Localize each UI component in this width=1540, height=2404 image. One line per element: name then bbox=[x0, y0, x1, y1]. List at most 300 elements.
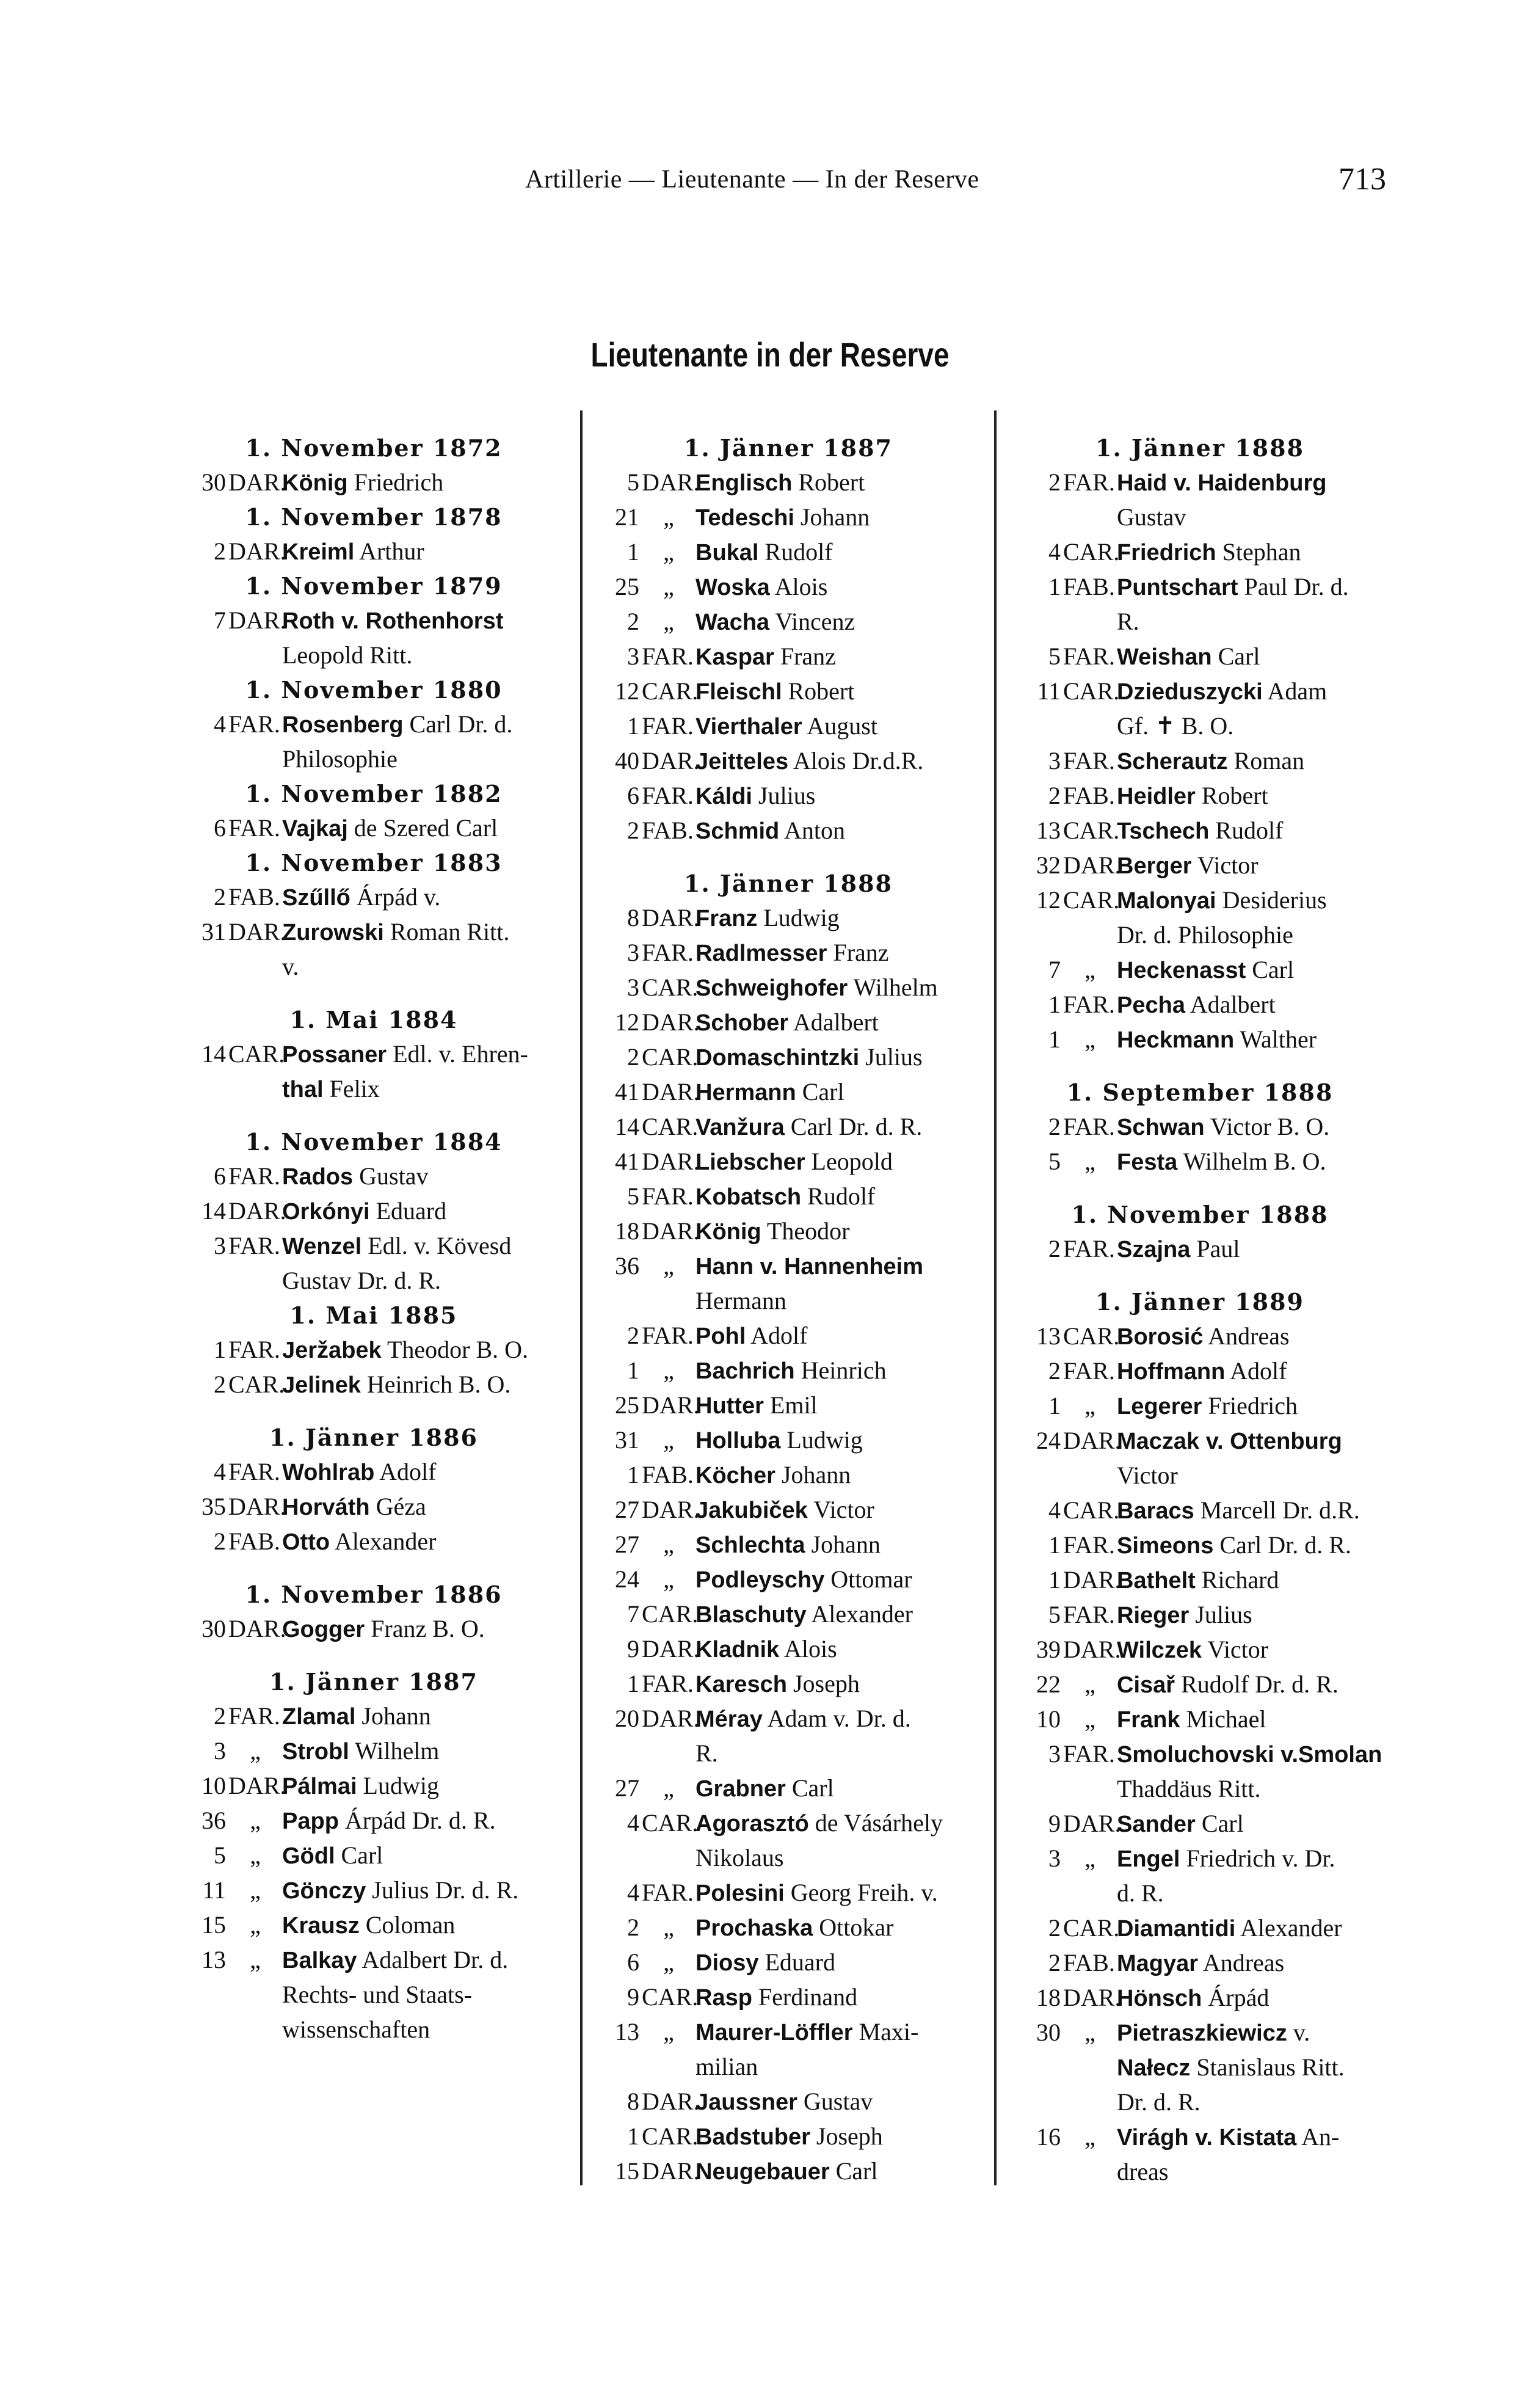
regiment-number: 2 bbox=[1048, 468, 1061, 496]
officer-name bbox=[1117, 1981, 1389, 2016]
officer-entry bbox=[589, 1388, 987, 1423]
officer-name bbox=[696, 1110, 987, 1145]
given-name-and-title: Franz B. O. bbox=[371, 1615, 485, 1642]
page-header bbox=[0, 162, 1540, 208]
regiment-number: 21 bbox=[615, 503, 639, 531]
given-name-and-title: Johann bbox=[361, 1702, 431, 1730]
officer-name bbox=[696, 1702, 987, 1736]
officer-name bbox=[696, 535, 987, 570]
regiment-number: 11 bbox=[1037, 677, 1061, 705]
given-name-and-title: Victor bbox=[1207, 1636, 1269, 1663]
officer-entry bbox=[589, 535, 987, 570]
officer-name bbox=[282, 1524, 572, 1559]
regiment-number: 2 bbox=[627, 1322, 639, 1349]
given-name-and-title: Dr. d. Philosophie bbox=[1117, 921, 1293, 949]
given-name-and-title: An- bbox=[1301, 2123, 1340, 2151]
given-name-and-title: Carl bbox=[802, 1078, 844, 1105]
regiment-number: 1 bbox=[627, 538, 639, 566]
officer-name bbox=[282, 811, 572, 846]
regiment-type: DAR. bbox=[642, 747, 700, 774]
regiment-type: FAR. bbox=[642, 1182, 694, 1210]
regiment-type: FAB. bbox=[642, 817, 694, 844]
regiment-number: 4 bbox=[627, 1809, 639, 1837]
officer-entry bbox=[589, 1423, 987, 1458]
officer-name bbox=[282, 534, 572, 569]
officer-entry bbox=[176, 2012, 572, 2047]
surname: Franz bbox=[696, 906, 758, 931]
officer-entry bbox=[1011, 1876, 1389, 1911]
promotion-date-heading: 1. Jänner 1888 bbox=[1095, 434, 1304, 462]
regiment-number: 2 bbox=[214, 537, 226, 565]
officer-name bbox=[696, 1632, 987, 1667]
regiment-number: 25 bbox=[615, 1391, 639, 1419]
surname: Káldi bbox=[696, 784, 752, 809]
surname: thal bbox=[282, 1077, 324, 1102]
given-name-and-title: Carl Dr. d. R. bbox=[1219, 1531, 1351, 1559]
regiment-number: 6 bbox=[627, 782, 639, 809]
regiment-type: DAR. bbox=[642, 1705, 700, 1732]
given-name-and-title: Heinrich B. O. bbox=[366, 1371, 511, 1398]
regiment-type: FAB. bbox=[228, 883, 280, 911]
officer-name bbox=[1117, 744, 1389, 779]
given-name-and-title: Edl. v. Ehren- bbox=[393, 1040, 528, 1068]
given-name-and-title: Eduard bbox=[765, 1948, 835, 1976]
regiment-number bbox=[1011, 1876, 1061, 1911]
regiment-type bbox=[1061, 1459, 1117, 1493]
regiment-type: DAR. bbox=[642, 1391, 700, 1419]
regiment-number: 41 bbox=[615, 1078, 639, 1105]
surname: Grabner bbox=[696, 1776, 786, 1802]
regiment-type: CAR. bbox=[1063, 886, 1120, 914]
surname: Nałecz bbox=[1117, 2055, 1191, 2081]
officer-name bbox=[696, 1736, 987, 1771]
given-name-and-title: Desiderius bbox=[1222, 886, 1327, 914]
officer-entry bbox=[589, 2015, 987, 2050]
promotion-date-heading: 1. Mai 1884 bbox=[289, 1006, 458, 1033]
regiment-number: 2 bbox=[214, 1702, 226, 1730]
officer-name bbox=[1117, 1145, 1389, 1179]
regiment-type bbox=[226, 638, 282, 673]
surname: Tedeschi bbox=[696, 505, 794, 531]
given-name-and-title: Ludwig bbox=[763, 904, 840, 931]
given-name-and-title: Gustav bbox=[359, 1162, 429, 1190]
regiment-type bbox=[1061, 1772, 1117, 1807]
officer-entry bbox=[176, 1229, 572, 1264]
regiment-type bbox=[639, 2050, 696, 2085]
officer-name bbox=[1117, 535, 1389, 570]
officer-name bbox=[1117, 465, 1389, 500]
officer-name bbox=[1117, 1737, 1389, 1772]
promotion-date-heading: 1. Jänner 1888 bbox=[684, 870, 893, 897]
surname: Horváth bbox=[282, 1495, 370, 1520]
officer-name bbox=[282, 1490, 572, 1524]
surname: Festa bbox=[1117, 1149, 1178, 1175]
regiment-number: 36 bbox=[202, 1807, 226, 1834]
given-name-and-title: Carl bbox=[341, 1841, 383, 1869]
regiment-type: DAR. bbox=[1063, 1984, 1121, 2011]
officer-name bbox=[1117, 1702, 1389, 1737]
surname: Schwan bbox=[1117, 1115, 1205, 1140]
officer-name bbox=[282, 1838, 572, 1873]
column-rule bbox=[580, 410, 583, 2185]
given-name-and-title: Johann bbox=[781, 1461, 851, 1488]
officer-name bbox=[1117, 1563, 1389, 1598]
regiment-type: FAR. bbox=[1063, 468, 1115, 496]
officer-entry bbox=[1011, 1841, 1389, 1876]
surname: Prochaska bbox=[696, 1915, 813, 1941]
regiment-type: „ bbox=[1084, 1670, 1095, 1698]
officer-name bbox=[1117, 988, 1389, 1022]
surname: Sander bbox=[1117, 1812, 1196, 1837]
regiment-number: 3 bbox=[1048, 1740, 1061, 1768]
given-name-and-title: v. bbox=[1293, 2019, 1310, 2046]
regiment-type: FAB. bbox=[1063, 573, 1115, 600]
officer-entry bbox=[589, 2085, 987, 2119]
regiment-number: 5 bbox=[1048, 1601, 1061, 1628]
regiment-number: 2 bbox=[627, 1914, 639, 1941]
officer-name bbox=[282, 1368, 572, 1402]
officer-entry bbox=[176, 1368, 572, 1402]
regiment-type: „ bbox=[663, 2018, 674, 2045]
surname: Badstuber bbox=[696, 2124, 810, 2150]
officer-name bbox=[696, 2154, 987, 2189]
regiment-number bbox=[176, 742, 226, 777]
given-name-and-title: Ottokar bbox=[819, 1914, 894, 1941]
regiment-type: DAR. bbox=[642, 1148, 700, 1175]
regiment-type: CAR. bbox=[1063, 538, 1120, 566]
officer-entry bbox=[176, 1734, 572, 1769]
given-name-and-title: Carl bbox=[1252, 956, 1295, 983]
regiment-type: DAR. bbox=[642, 1008, 700, 1036]
regiment-type: FAR. bbox=[642, 782, 694, 809]
officer-entry bbox=[1011, 1911, 1389, 1946]
regiment-type: „ bbox=[1084, 1705, 1095, 1733]
regiment-number: 6 bbox=[214, 814, 226, 842]
regiment-number: 3 bbox=[627, 974, 639, 1001]
regiment-type: CAR. bbox=[642, 1113, 699, 1140]
regiment-type: FAR. bbox=[1063, 747, 1115, 774]
regiment-number: 4 bbox=[1048, 1496, 1061, 1524]
regiment-type: DAR. bbox=[642, 904, 700, 931]
regiment-number: 4 bbox=[214, 710, 226, 738]
officer-entry bbox=[1011, 1807, 1389, 1841]
officer-entry bbox=[1011, 779, 1389, 814]
given-name-and-title: Árpád bbox=[1208, 1984, 1269, 2011]
officer-entry bbox=[589, 1736, 987, 1771]
given-name-and-title: Theodor bbox=[766, 1217, 850, 1245]
promotion-date-heading: 1. September 1888 bbox=[1066, 1079, 1334, 1106]
regiment-number: 12 bbox=[615, 677, 639, 705]
given-name-and-title: wissenschaften bbox=[282, 2016, 430, 2043]
officer-entry bbox=[176, 465, 572, 500]
given-name-and-title: Robert bbox=[1201, 782, 1268, 809]
regiment-type: „ bbox=[1084, 956, 1095, 983]
regiment-type: DAR. bbox=[642, 1635, 700, 1663]
promotion-date-heading: 1. November 1880 bbox=[245, 676, 503, 704]
regiment-number: 30 bbox=[202, 468, 226, 496]
regiment-type: CAR. bbox=[1063, 817, 1120, 844]
officer-entry bbox=[176, 707, 572, 742]
regiment-type: FAB. bbox=[228, 1528, 280, 1555]
given-name-and-title: Rudolf bbox=[1215, 817, 1284, 844]
given-name-and-title: Carl bbox=[1218, 643, 1260, 670]
given-name-and-title: Theodor B. O. bbox=[387, 1336, 529, 1363]
regiment-number: 40 bbox=[615, 747, 639, 774]
regiment-number: 5 bbox=[1048, 1148, 1061, 1175]
regiment-type: FAR. bbox=[1063, 1531, 1115, 1559]
given-name-and-title: Victor bbox=[1197, 851, 1259, 879]
given-name-and-title: Walther bbox=[1240, 1025, 1317, 1053]
regiment-number bbox=[589, 2050, 639, 2085]
surname: König bbox=[696, 1219, 761, 1245]
officer-entry bbox=[589, 709, 987, 744]
regiment-type: „ bbox=[663, 1252, 674, 1280]
surname: Malonyai bbox=[1117, 888, 1216, 914]
officer-name bbox=[1117, 1876, 1389, 1911]
officer-name bbox=[696, 674, 987, 709]
given-name-and-title: Franz bbox=[780, 643, 836, 670]
regiment-number bbox=[176, 2012, 226, 2047]
officer-entry bbox=[1011, 639, 1389, 674]
officer-name bbox=[696, 744, 987, 779]
given-name-and-title: Rudolf Dr. d. R. bbox=[1181, 1670, 1338, 1698]
officer-name bbox=[282, 1978, 572, 2012]
regiment-number bbox=[176, 638, 226, 673]
regiment-number bbox=[1011, 1459, 1061, 1493]
regiment-type: FAR. bbox=[642, 643, 694, 670]
officer-name bbox=[696, 1040, 987, 1075]
surname: Wenzel bbox=[282, 1234, 362, 1259]
regiment-number bbox=[1011, 605, 1061, 639]
given-name-and-title: Thaddäus Ritt. bbox=[1117, 1775, 1261, 1802]
regiment-number: 39 bbox=[1036, 1636, 1061, 1663]
surname: Neugebauer bbox=[696, 2159, 830, 2185]
given-name-and-title: Alexander bbox=[811, 1600, 913, 1628]
regiment-number: 24 bbox=[1036, 1427, 1061, 1454]
officer-entry bbox=[176, 1838, 572, 1873]
regiment-number: 31 bbox=[202, 918, 226, 945]
regiment-type: DAR. bbox=[228, 606, 286, 634]
surname: Heidler bbox=[1117, 784, 1196, 809]
surname: Jaussner bbox=[696, 2089, 797, 2115]
officer-entry bbox=[176, 1455, 572, 1490]
regiment-type bbox=[639, 1841, 696, 1876]
promotion-date-heading: 1. Jänner 1889 bbox=[1095, 1288, 1304, 1316]
given-name-and-title: Carl bbox=[791, 1774, 834, 1802]
officer-name bbox=[696, 1249, 987, 1284]
promotion-date-heading: 1. November 1872 bbox=[245, 434, 503, 462]
officer-entry bbox=[1011, 1110, 1389, 1145]
regiment-type: DAR. bbox=[1063, 1810, 1121, 1837]
surname: Heckenasst bbox=[1117, 958, 1246, 983]
officer-name bbox=[696, 1458, 987, 1493]
officer-entry bbox=[1011, 1981, 1389, 2016]
column-3 bbox=[1011, 431, 1389, 2190]
officer-entry bbox=[589, 936, 987, 971]
officer-entry bbox=[1011, 2085, 1389, 2120]
given-name-and-title: Adam bbox=[1267, 677, 1328, 705]
regiment-type: „ bbox=[663, 1357, 674, 1384]
officer-entry bbox=[589, 1214, 987, 1249]
officer-entry bbox=[1011, 1563, 1389, 1598]
officer-entry bbox=[589, 814, 987, 848]
regiment-number: 4 bbox=[627, 1879, 639, 1906]
regiment-number: 1 bbox=[1048, 1025, 1061, 1053]
given-name-and-title: Ottomar bbox=[830, 1565, 912, 1593]
surname: Jakubiček bbox=[696, 1498, 808, 1523]
officer-name bbox=[282, 1734, 572, 1769]
regiment-type: FAR. bbox=[1063, 991, 1115, 1018]
regiment-type bbox=[1061, 500, 1117, 535]
given-name-and-title: Carl Dr. d. R. bbox=[790, 1113, 923, 1140]
officer-name bbox=[696, 1214, 987, 1249]
surname: Hermann bbox=[696, 1080, 796, 1105]
regiment-type: FAR. bbox=[228, 1162, 280, 1190]
regiment-type bbox=[1061, 709, 1117, 744]
officer-name bbox=[696, 1319, 987, 1353]
regiment-type: FAR. bbox=[642, 1879, 694, 1906]
officer-entry bbox=[176, 742, 572, 777]
officer-name bbox=[696, 570, 987, 605]
surname: Possaner bbox=[282, 1042, 387, 1068]
regiment-number: 2 bbox=[1048, 1914, 1061, 1942]
regiment-type: FAR. bbox=[228, 1232, 280, 1259]
regiment-number: 27 bbox=[615, 1531, 639, 1558]
officer-entry bbox=[589, 1075, 987, 1110]
regiment-number: 10 bbox=[1036, 1705, 1061, 1733]
regiment-number: 4 bbox=[1048, 538, 1061, 566]
surname: Jeitteles bbox=[696, 749, 789, 774]
officer-entry bbox=[589, 1876, 987, 1910]
regiment-type: CAR. bbox=[228, 1040, 285, 1068]
officer-entry bbox=[176, 1333, 572, 1368]
officer-name bbox=[282, 1699, 572, 1734]
regiment-number: 13 bbox=[202, 1946, 226, 1973]
surname: Pecha bbox=[1117, 993, 1185, 1018]
given-name-and-title: Adolf bbox=[1230, 1357, 1287, 1385]
surname: Hönsch bbox=[1117, 1986, 1202, 2011]
officer-name bbox=[1117, 2085, 1389, 2120]
given-name-and-title: Ludwig bbox=[786, 1426, 863, 1454]
officer-entry bbox=[1011, 570, 1389, 605]
officer-entry bbox=[589, 465, 987, 500]
officer-name bbox=[696, 779, 987, 814]
officer-entry bbox=[589, 1145, 987, 1179]
officer-name bbox=[696, 1562, 987, 1597]
officer-name bbox=[1117, 1528, 1389, 1563]
regiment-type: „ bbox=[663, 1948, 674, 1976]
officer-entry bbox=[1011, 814, 1389, 848]
officer-entry bbox=[176, 1908, 572, 1943]
officer-entry bbox=[1011, 535, 1389, 570]
officer-name bbox=[282, 1072, 572, 1107]
regiment-type: „ bbox=[1084, 2019, 1095, 2046]
officer-name bbox=[696, 1910, 987, 1945]
regiment-type bbox=[226, 742, 282, 777]
regiment-type: DAR. bbox=[228, 537, 286, 565]
regiment-number: 32 bbox=[1036, 851, 1061, 879]
regiment-number: 1 bbox=[214, 1336, 226, 1363]
officer-entry bbox=[176, 880, 572, 915]
given-name-and-title: Michael bbox=[1186, 1705, 1266, 1733]
given-name-and-title: Paul bbox=[1196, 1235, 1240, 1262]
officer-name bbox=[696, 1528, 987, 1562]
officer-entry bbox=[589, 1910, 987, 1945]
given-name-and-title: Alexander bbox=[1240, 1914, 1342, 1942]
regiment-number: 2 bbox=[214, 883, 226, 911]
surname: Diamantidi bbox=[1117, 1916, 1236, 1942]
regiment-number: 2 bbox=[1048, 1113, 1061, 1140]
regiment-type: FAR. bbox=[642, 712, 694, 740]
regiment-type: CAR. bbox=[642, 1983, 699, 2011]
given-name-and-title: Victor bbox=[1117, 1462, 1178, 1489]
given-name-and-title: Robert bbox=[788, 677, 855, 705]
officer-name bbox=[696, 1423, 987, 1458]
officer-entry bbox=[589, 744, 987, 779]
regiment-number bbox=[1011, 1772, 1061, 1807]
regiment-type: „ bbox=[250, 1946, 261, 1973]
regiment-type: DAR. bbox=[1063, 851, 1121, 879]
surname: Orkónyi bbox=[282, 1199, 370, 1225]
officer-entry bbox=[176, 1978, 572, 2012]
surname: Simeons bbox=[1117, 1533, 1214, 1559]
regiment-number bbox=[176, 1264, 226, 1299]
regiment-type: CAR. bbox=[642, 2122, 699, 2150]
regiment-type: FAR. bbox=[228, 1458, 280, 1485]
regiment-number bbox=[589, 1841, 639, 1876]
surname: Pohl bbox=[696, 1324, 746, 1349]
surname: Schober bbox=[696, 1010, 789, 1036]
given-name-and-title: Dr. d. R. bbox=[1117, 2088, 1200, 2116]
surname: Liebscher bbox=[696, 1149, 805, 1175]
regiment-number: 3 bbox=[214, 1232, 226, 1259]
given-name-and-title: Rudolf bbox=[765, 538, 833, 566]
surname: Gogger bbox=[282, 1617, 365, 1642]
surname: Tschech bbox=[1117, 818, 1210, 844]
officer-name bbox=[1117, 2155, 1389, 2190]
promotion-date-heading: 1. Jänner 1887 bbox=[684, 434, 893, 462]
regiment-number: 7 bbox=[627, 1600, 639, 1628]
officer-name bbox=[282, 1769, 572, 1804]
officer-name bbox=[1117, 570, 1389, 605]
surname: Pálmai bbox=[282, 1774, 357, 1799]
surname: Weishan bbox=[1117, 644, 1212, 670]
officer-entry bbox=[589, 1353, 987, 1388]
given-name-and-title: Roman bbox=[1233, 747, 1305, 774]
officer-entry bbox=[589, 1597, 987, 1632]
officer-entry bbox=[1011, 1424, 1389, 1459]
regiment-type: FAB. bbox=[1063, 1949, 1115, 1976]
regiment-number: 10 bbox=[202, 1772, 226, 1799]
officer-entry bbox=[176, 1194, 572, 1229]
regiment-number: 6 bbox=[214, 1162, 226, 1190]
officer-name bbox=[1117, 848, 1389, 883]
regiment-number: 27 bbox=[615, 1774, 639, 1802]
regiment-type: FAR. bbox=[228, 1702, 280, 1730]
officer-entry bbox=[176, 950, 572, 985]
regiment-number: 1 bbox=[627, 712, 639, 740]
officer-name bbox=[696, 1353, 987, 1388]
promotion-date-heading: 1. November 1884 bbox=[245, 1128, 503, 1156]
given-name-and-title: Nikolaus bbox=[696, 1844, 784, 1871]
given-name-and-title: Stanislaus Ritt. bbox=[1196, 2053, 1345, 2081]
regiment-number: 1 bbox=[627, 1461, 639, 1488]
regiment-number: 24 bbox=[615, 1565, 639, 1593]
officer-entry bbox=[589, 1806, 987, 1841]
regiment-number: 1 bbox=[1048, 573, 1061, 600]
promotion-date-heading: 1. Jänner 1887 bbox=[269, 1668, 478, 1696]
officer-name bbox=[696, 2050, 987, 2085]
